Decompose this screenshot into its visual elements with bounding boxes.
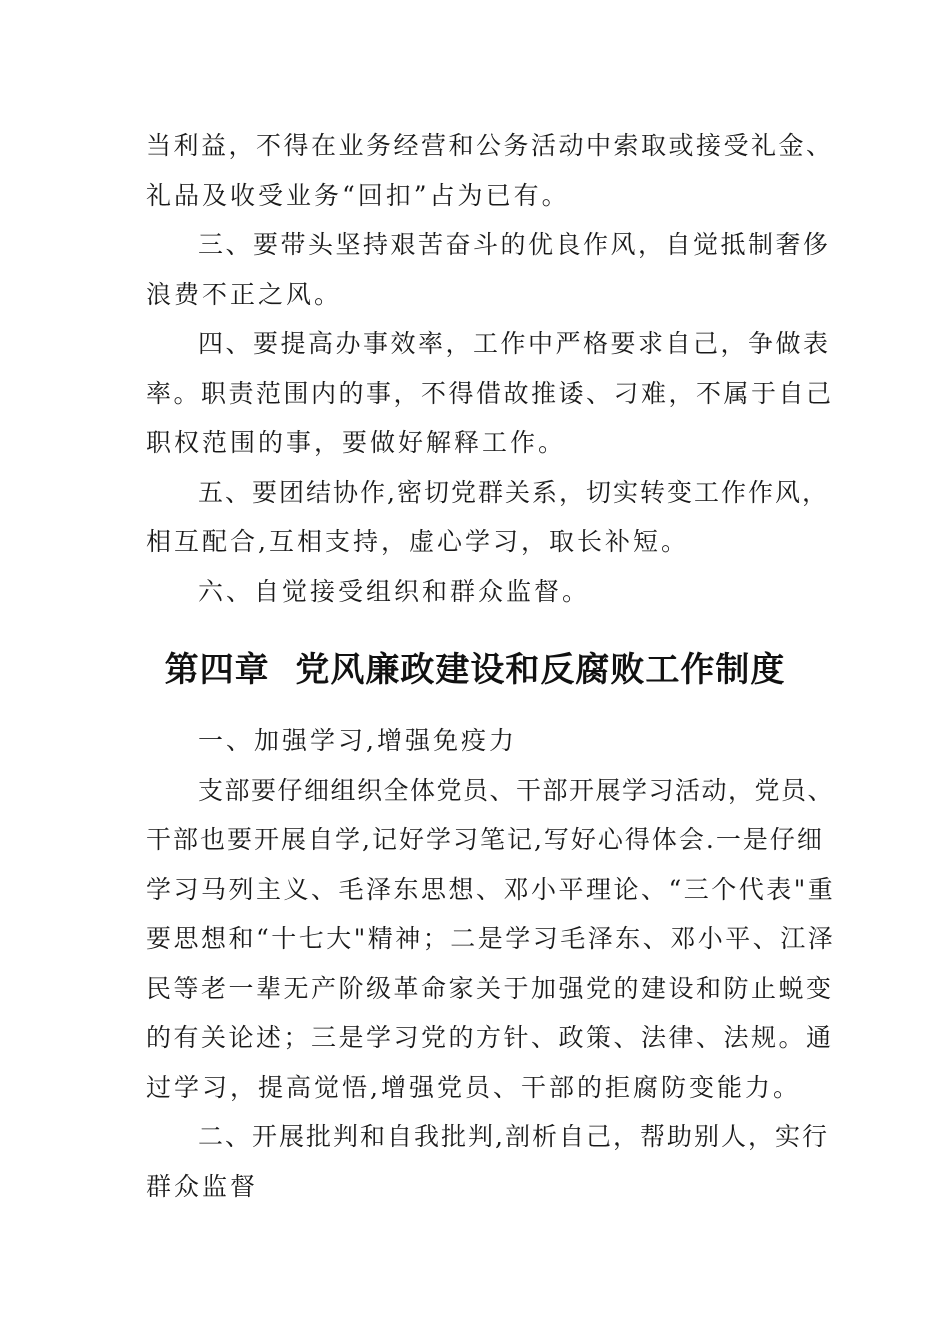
text-line: 过学习，提高觉悟,增强党员、干部的拒腐防变能力。 [146, 1072, 801, 1102]
text-line: 四、要提高办事效率，工作中严格要求自己，争做表 [198, 329, 831, 358]
text-line: 率。职责范围内的事，不得借故推诿、刁难，不属于自己 [146, 378, 834, 408]
text-line: 礼品及收受业务“回扣”占为已有。 [146, 180, 570, 210]
text-line: 群众监督 [146, 1171, 259, 1201]
text-line: 六、自觉接受组织和群众监督。 [198, 576, 591, 606]
text-line: 二、开展批判和自我批判,剖析自己，帮助别人，实行 [198, 1122, 829, 1151]
text-line: 要思想和“十七大"精神；二是学习毛泽东、邓小平、江泽 [146, 924, 836, 953]
text-line: 支部要仔细组织全体党员、干部开展学习活动，党员、 [198, 775, 835, 805]
text-line: 浪费不正之风。 [146, 279, 343, 309]
text-line: 相互配合,互相支持，虚心学习，取长补短。 [146, 527, 689, 556]
text-line: 五、要团结协作,密切党群关系，切实转变工作作风， [198, 477, 829, 507]
text-line: 一、加强学习,增强免疫力 [198, 726, 517, 755]
text-line: 干部也要开展自学,记好学习笔记,写好心得体会.一是仔细 [146, 825, 824, 854]
text-line: 学习马列主义、毛泽东思想、邓小平理论、“三个代表"重 [146, 874, 836, 904]
text-line: 当利益，不得在业务经营和公务活动中索取或接受礼金、 [146, 131, 834, 160]
text-line: 的有关论述；三是学习党的方针、政策、法律、法规。通 [146, 1023, 834, 1052]
text-section-upper [146, 121, 836, 616]
text-section-lower [146, 716, 836, 1211]
text-line: 三、要带头坚持艰苦奋斗的优良作风，自觉抵制奢侈 [198, 230, 831, 259]
text-line: 职权范围的事，要做好解释工作。 [146, 428, 567, 457]
chapter-heading: 第四章 党风廉政建设和反腐败工作制度 [164, 650, 786, 690]
text-line: 民等老一辈无产阶级革命家关于加强党的建设和防止蜕变 [146, 973, 834, 1003]
